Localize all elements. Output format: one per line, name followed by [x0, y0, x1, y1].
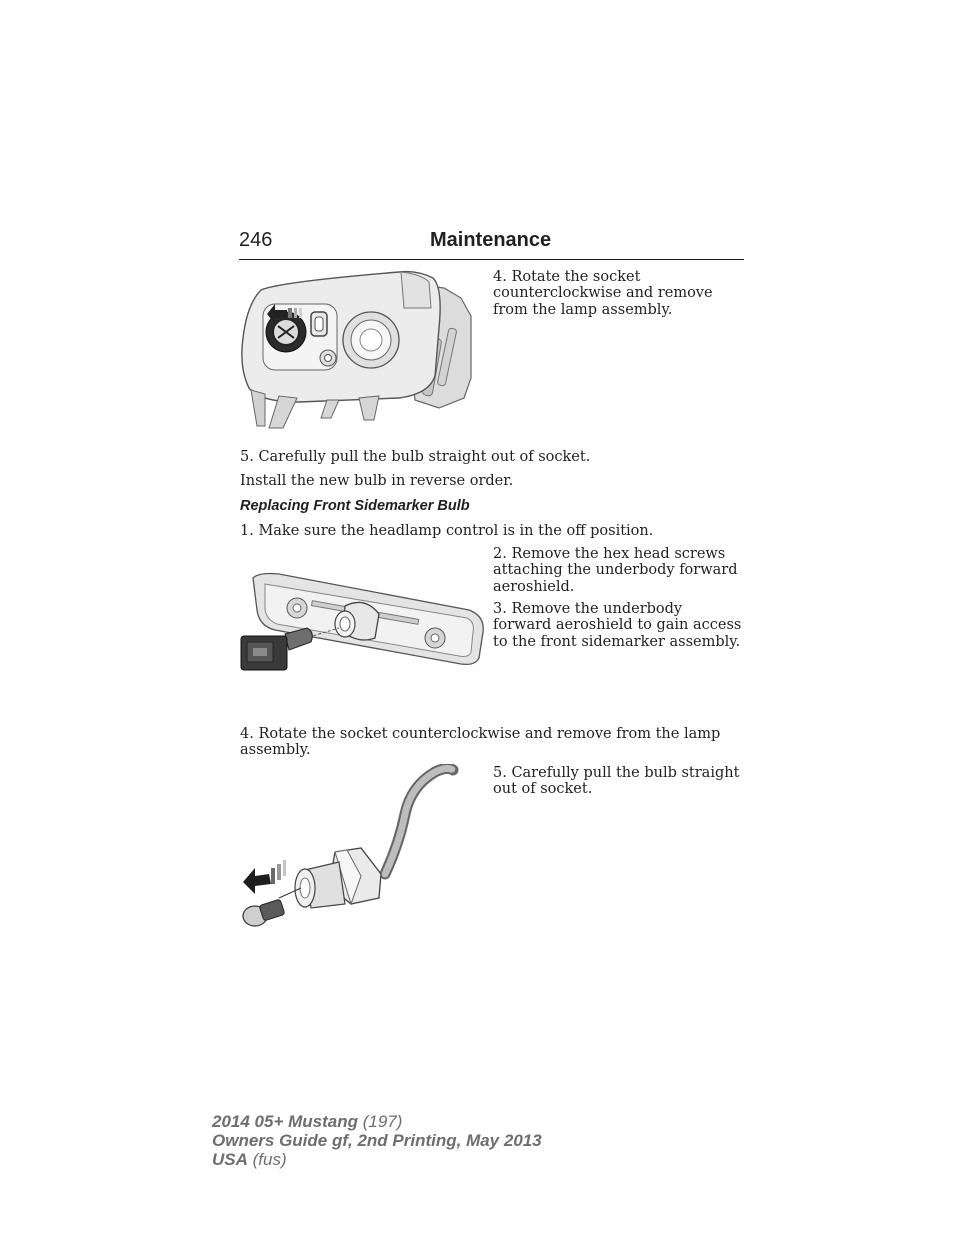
sidemarker-step-2: 2. Remove the hex head screws attaching the underbody forward aeroshield.	[493, 546, 738, 595]
sidemarker-step-1: 1. Make sure the headlamp control is in the off position.	[240, 523, 654, 539]
sidemarker-lamp-illustration	[239, 570, 487, 676]
section-title: Maintenance	[430, 229, 552, 251]
footer-market: USA	[212, 1150, 248, 1169]
footer-market-code: (fus)	[252, 1150, 287, 1169]
headlamp-step-4: 4. Rotate the socket counterclockwise and remove from the lamp assembly.	[493, 269, 713, 318]
footer-line-1	[212, 1112, 542, 1131]
page-number: 246	[239, 229, 273, 251]
sidemarker-step-4: 4. Rotate the socket counterclockwise and remove from the lamp assembly.	[240, 726, 721, 759]
sidemarker-step-3: 3. Remove the underbody forward aeroshield to gain access to the front sidemarker assembly.	[493, 601, 742, 650]
bulb-socket-illustration	[239, 764, 487, 932]
sidemarker-step-5: 5. Carefully pull the bulb straight out of socket.	[493, 765, 740, 798]
page-header	[239, 228, 744, 260]
headlamp-step-5: 5. Carefully pull the bulb straight out of socket.	[240, 449, 591, 465]
footer-line-3	[212, 1150, 542, 1169]
page-footer	[212, 1112, 542, 1169]
headlamp-assembly-illustration	[239, 268, 487, 432]
footer-model: 2014 05+ Mustang	[212, 1112, 358, 1131]
footer-line-2	[212, 1131, 542, 1150]
footer-model-code: (197)	[362, 1112, 403, 1131]
sidemarker-section-title: Replacing Front Sidemarker Bulb	[240, 498, 470, 514]
footer-guide: Owners Guide gf, 2nd Printing, May 2013	[212, 1131, 542, 1150]
install-note: Install the new bulb in reverse order.	[240, 473, 514, 489]
